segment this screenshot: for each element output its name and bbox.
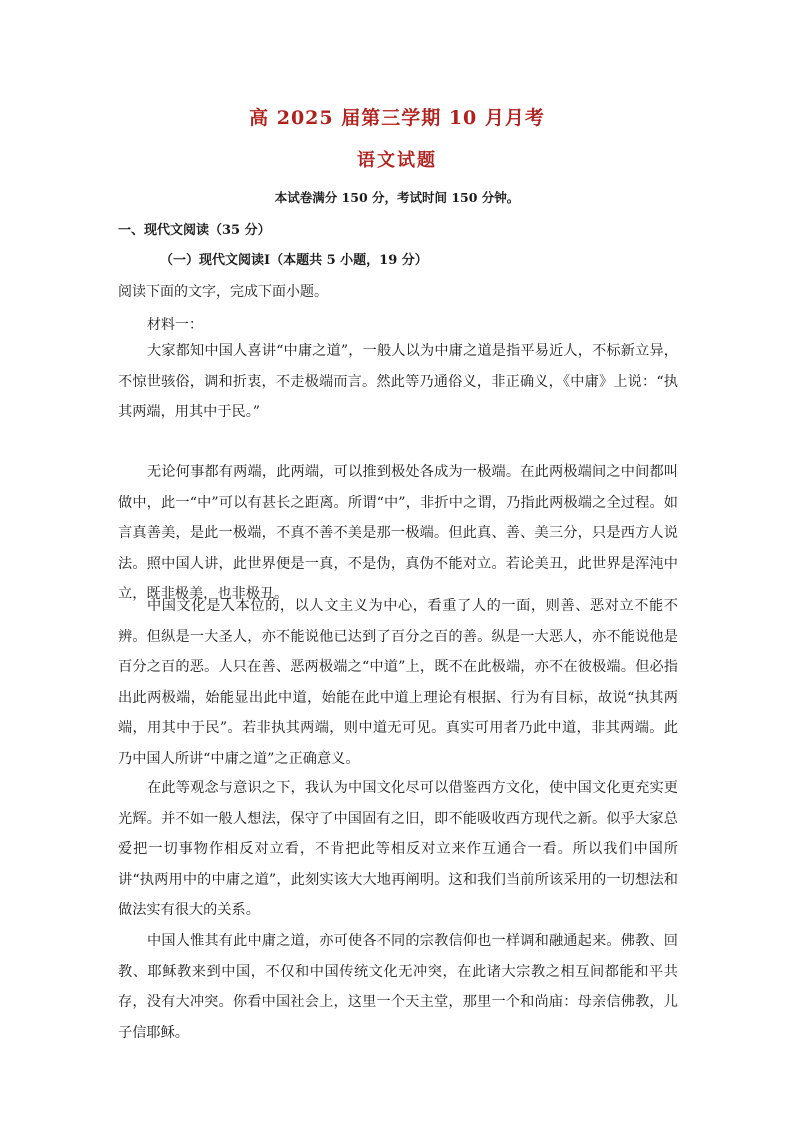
exam-subject-title: 语文试题 [357, 150, 437, 171]
exam-title: 高 2025 届第三学期 10 月月考 [249, 107, 545, 129]
paragraph-2: 无论何事都有两端，此两端，可以推到极处各成为一极端。在此两极端间之中间都叫做中，此一“中”可以有甚长之距离。所谓“中”，非折中之谓，乃指此两极端之全过程。如言真善美，是此一极端，不真不善不美是那一极端。但此真、善、美三分，只是西方人说法。照中国人讲，此世界便是一真，不是伪，真伪不能对立。若论美丑，此世界是浑沌中立，既非极美，也非极丑。 [118, 464, 678, 602]
paragraph-5: 中国人惟其有此中庸之道，亦可使各不同的宗教信仰也一样调和融通起来。佛教、回教、耶稣教来到中国，不仅和中国传统文化无冲突，在此诸大宗教之相互间都能和平共存，没有大冲突。你看中国社会上，这里一个天主堂，那里一个和尚庙：母亲信佛教，儿子信耶稣。 [118, 933, 678, 1041]
material-label: 材料一： [147, 317, 203, 333]
subsection-heading: （一）现代文阅读Ⅰ（本题共 5 小题，19 分） [160, 253, 428, 268]
paragraph-1: 大家都知中国人喜讲“中庸之道”，一般人以为中庸之道是指平易近人，不标新立异，不惊世骇俗，调和折衷，不走极端而言。然此等乃通俗义，非正确义，《中庸》上说：“执其两端，用其中于民。” [118, 343, 678, 420]
paragraph-4: 在此等观念与意识之下，我认为中国文化尽可以借鉴西方文化，使中国文化更充实更光辉。并不如一般人想法，保守了中国固有之旧，即不能吸收西方现代之新。似乎大家总爱把一切事物作相反对立看，不肯把此等相反对立来作互通合一看。所以我们中国所讲“执两用中的中庸之道”，此刻实该大大地再阐明。这和我们当前所该采用的一切想法和做法实有很大的关系。 [118, 780, 678, 918]
exam-note: 本试卷满分 150 分，考试时间 150 分钟。 [274, 190, 520, 205]
reading-instruction: 阅读下面的文字，完成下面小题。 [118, 284, 328, 300]
section-heading: 一、现代文阅读（35 分） [118, 223, 271, 238]
paragraph-3: 中国文化是人本位的，以人文主义为中心，看重了人的一面，则善、恶对立不能不辨。但纵是一大圣人，亦不能说他已达到了百分之百的善。纵是一大恶人，亦不能说他是百分之百的恶。人只在善、恶两极端之“中道”上，既不在此极端，亦不在彼极端。但必指出此两极端，始能显出此中道，始能在此中道上理论有根据、行为有目标，故说“执其两端，用其中于民”。若非执其两端，则中道无可见。真实可用者乃此中道，非其两端。此乃中国人所讲“中庸之道”之正确意义。 [118, 598, 678, 767]
